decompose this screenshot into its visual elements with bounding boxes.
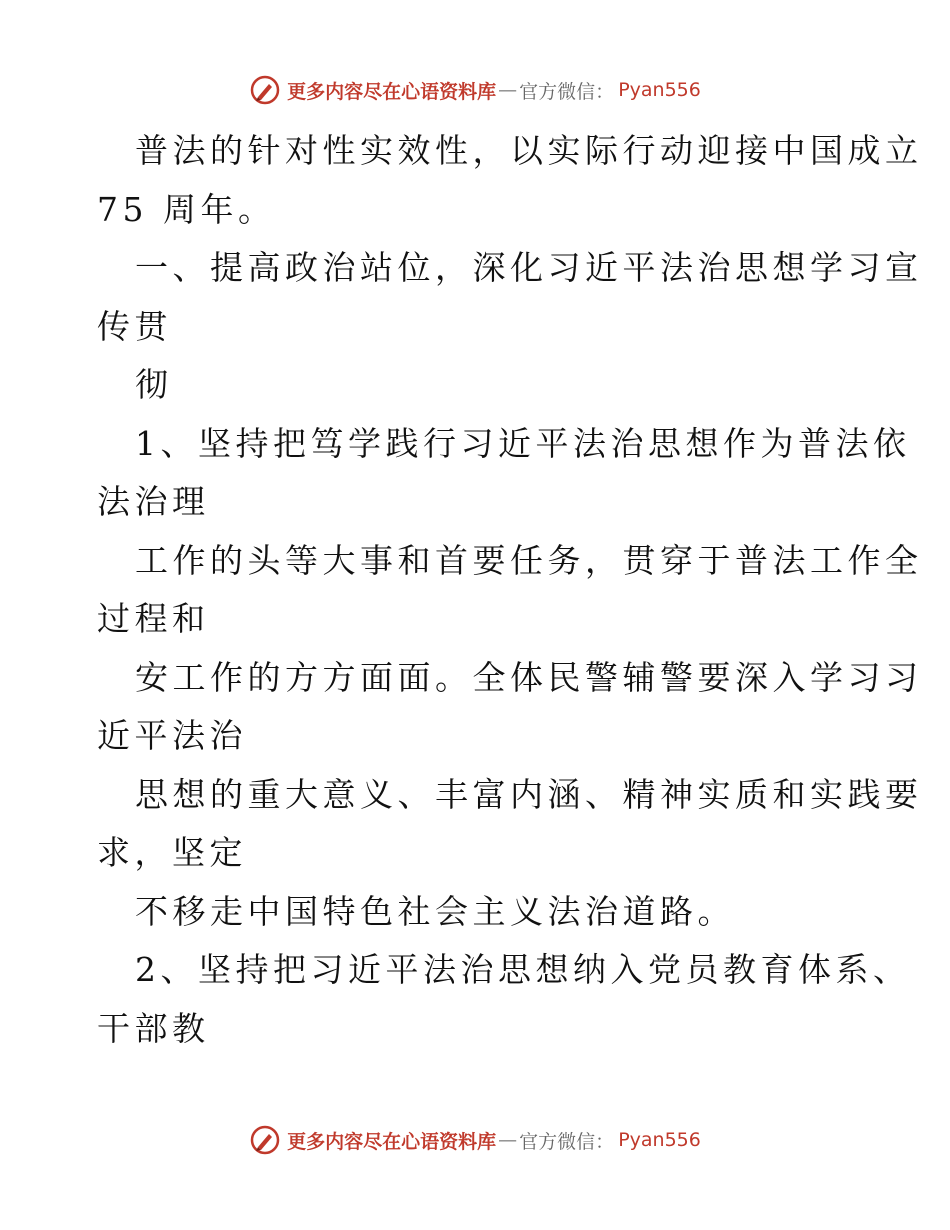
pen-logo-icon bbox=[249, 1124, 281, 1156]
text-line: 工作的头等大事和首要任务，贯穿于普法工作全 bbox=[135, 540, 923, 580]
text-line: 法治理 bbox=[97, 482, 210, 521]
text-line: 过程和 bbox=[97, 599, 210, 638]
text-line: 干部教 bbox=[97, 1008, 210, 1048]
banner-dash: — bbox=[498, 1129, 518, 1151]
pen-logo-icon bbox=[249, 74, 281, 106]
banner-wechat-id: Pyan556 bbox=[618, 79, 701, 101]
footer-banner bbox=[0, 1120, 950, 1160]
text-line: 75 周年。 bbox=[97, 189, 276, 229]
banner-dash: — bbox=[498, 79, 518, 101]
banner-title: 更多内容尽在心语资料库 bbox=[287, 1130, 497, 1153]
banner-title: 更多内容尽在心语资料库 bbox=[287, 80, 497, 103]
document-body bbox=[97, 122, 923, 1058]
section-heading-line: 一、提高政治站位，深化习近平法治思想学习宣 bbox=[135, 248, 923, 287]
text-line: 传贯 bbox=[97, 306, 172, 346]
header-banner bbox=[0, 70, 950, 110]
text-line: 求，坚定 bbox=[97, 833, 247, 872]
banner-wechat-id: Pyan556 bbox=[618, 1129, 701, 1151]
text-line: 普法的针对性实效性，以实际行动迎接中国成立 bbox=[135, 131, 923, 170]
text-line: 彻 bbox=[135, 365, 173, 404]
text-line: 2、坚持把习近平法治思想纳入党员教育体系、 bbox=[135, 950, 911, 989]
text-line: 不移走中国特色社会主义法治道路。 bbox=[135, 891, 735, 931]
text-line: 1、坚持把笃学践行习近平法治思想作为普法依 bbox=[135, 423, 911, 463]
text-line: 安工作的方方面面。全体民警辅警要深入学习习 bbox=[135, 657, 923, 697]
text-line: 近平法治 bbox=[97, 716, 247, 755]
text-line: 思想的重大意义、丰富内涵、精神实质和实践要 bbox=[135, 774, 923, 814]
banner-official-label: 官方微信： bbox=[519, 1130, 615, 1153]
banner-official-label: 官方微信： bbox=[519, 80, 615, 103]
